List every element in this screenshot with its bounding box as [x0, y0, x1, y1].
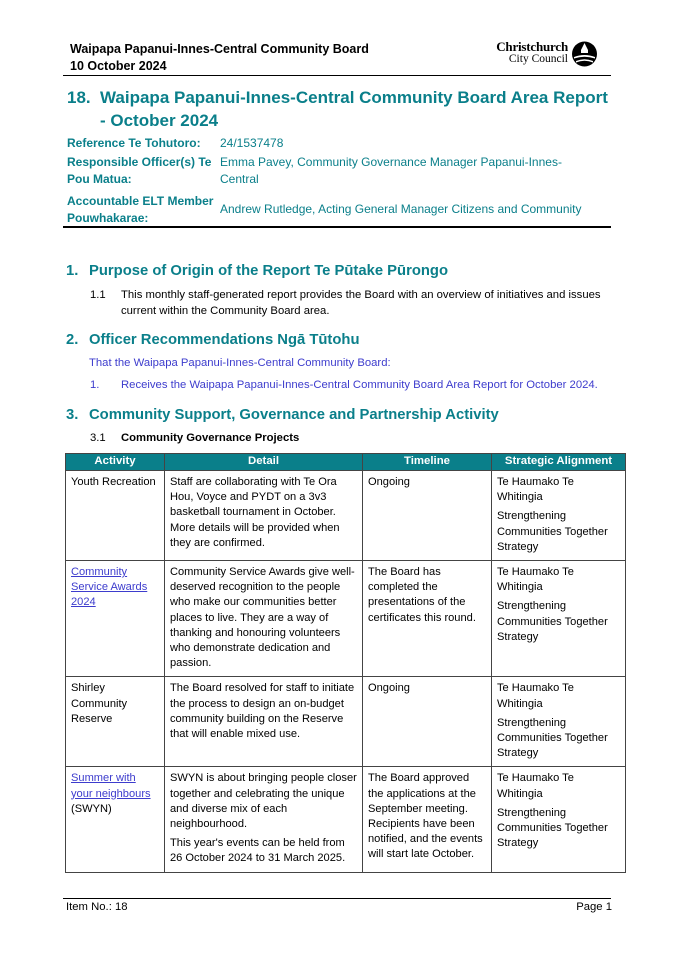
- footer-page-number: Page 1: [576, 901, 612, 913]
- cathedral-icon: [571, 41, 598, 67]
- section-1-number: 1.: [66, 263, 79, 279]
- summer-with-your-neighbours-link[interactable]: Summer with your neighbours: [71, 772, 151, 800]
- section-3-title: Community Support, Governance and Partnership Activity: [89, 407, 499, 423]
- table-header-row: [66, 454, 626, 471]
- reference-value: 24/1537478: [220, 136, 284, 150]
- alignment-line2: Strengthening Communities Together Strategy: [497, 716, 608, 760]
- report-number: 18.: [67, 88, 91, 107]
- alignment-line1: Te Haumako Te Whitingia: [497, 682, 574, 710]
- activity-cell: [66, 677, 165, 767]
- detail-text: Staff are collaborating with Te Ora Hou, Voyce and PYDT on a 3v3 basketball tournament in October. More details will be provided when they are confirmed.: [170, 476, 340, 549]
- detail-text: Community Service Awards give well-deserved recognition to the people who make our communities better places to live. They are a way of thanking and honouring volunteers who demonstrate dedication and passion.: [170, 566, 355, 670]
- alignment-cell: [492, 471, 626, 561]
- officer-label: Responsible Officer(s) Te Pou Matua:: [67, 155, 212, 186]
- recommendation-number: 1.: [90, 379, 100, 391]
- item-1-1-text: This monthly staff-generated report provides the Board with an overview of initiatives and issues current within the Community Board area.: [121, 289, 601, 317]
- activity-cell: [66, 471, 165, 561]
- reference-label: Reference Te Tohutoro:: [67, 136, 201, 150]
- alignment-line2: Strengthening Communities Together Strategy: [497, 600, 608, 643]
- section-3-heading: [66, 407, 499, 423]
- table-row: [66, 471, 626, 561]
- timeline-cell: [363, 767, 492, 872]
- officer-value: Emma Pavey, Community Governance Manager Papanui-Innes-Central: [220, 155, 562, 186]
- alignment-cell: [492, 767, 626, 872]
- section-2-number: 2.: [66, 332, 79, 348]
- section-3-number: 3.: [66, 407, 79, 423]
- timeline-cell: [363, 677, 492, 767]
- timeline-cell: [363, 471, 492, 561]
- detail-text: SWYN is about bringing people closer together and celebrating the unique and diverse mix of each neighbourhood.: [170, 772, 357, 831]
- recommendation-intro: That the Waipapa Papanui-Innes-Central Community Board:: [89, 357, 391, 369]
- council-logo: [498, 41, 598, 67]
- activity-text: Youth Recreation: [71, 476, 156, 488]
- logo-line1: Christchurch: [496, 39, 568, 54]
- alignment-line1: Te Haumako Te Whitingia: [497, 566, 574, 594]
- subsection-title: Community Governance Projects: [121, 432, 300, 444]
- col-strategic-alignment: Strategic Alignment: [492, 454, 626, 471]
- table-row: [66, 677, 626, 767]
- detail-cell: [165, 561, 363, 677]
- alignment-cell: [492, 677, 626, 767]
- section-1-title: Purpose of Origin of the Report Te Pūtake Pūrongo: [89, 263, 448, 279]
- detail-cell: [165, 677, 363, 767]
- alignment-line1: Te Haumako Te Whitingia: [497, 476, 574, 504]
- timeline-text: The Board approved the applications at the September meeting. Recipients have been notified, and the events will start late October.: [368, 772, 483, 861]
- timeline-text: Ongoing: [368, 476, 410, 488]
- elt-label: Accountable ELT Member Pouwhakarae:: [67, 194, 214, 225]
- timeline-cell: [363, 561, 492, 677]
- community-service-awards-link[interactable]: Community Service Awards 2024: [71, 566, 148, 609]
- activity-text: Shirley Community Reserve: [71, 682, 128, 725]
- activity-cell: [66, 767, 165, 872]
- report-title: [67, 86, 612, 132]
- table-row: [66, 561, 626, 677]
- meta-rule: [63, 226, 611, 228]
- alignment-line2: Strengthening Communities Together Strategy: [497, 510, 608, 553]
- document-header: [70, 41, 369, 75]
- governance-projects-table: [65, 453, 626, 873]
- logo-line2: City Council: [508, 53, 568, 65]
- footer-rule: [63, 898, 611, 899]
- header-rule: [63, 75, 611, 76]
- activity-cell: [66, 561, 165, 677]
- footer-item-number: Item No.: 18: [66, 901, 128, 913]
- section-2-heading: [66, 332, 359, 348]
- timeline-text: Ongoing: [368, 682, 410, 695]
- alignment-line2: Strengthening Communities Together Strategy: [497, 806, 608, 850]
- table-row: [66, 767, 626, 872]
- report-title-text: Waipapa Papanui-Innes-Central Community Board Area Report - October 2024: [100, 88, 608, 130]
- col-activity: Activity: [66, 454, 165, 471]
- col-detail: Detail: [165, 454, 363, 471]
- board-name: Waipapa Papanui-Innes-Central Community Board: [70, 42, 369, 56]
- detail-text-2: This year's events can be held from 26 October 2024 to 31 March 2025.: [170, 837, 346, 865]
- activity-suffix: (SWYN): [71, 802, 112, 815]
- alignment-line1: Te Haumako Te Whitingia: [497, 772, 574, 800]
- detail-text: The Board resolved for staff to initiate the process to design an on-budget community building on the Reserve that will enable mixed use.: [170, 682, 355, 741]
- subsection-number: 3.1: [90, 432, 106, 444]
- meeting-date: 10 October 2024: [70, 59, 167, 73]
- detail-cell: [165, 471, 363, 561]
- section-1-heading: [66, 263, 448, 279]
- item-1-1-number: 1.1: [90, 289, 106, 301]
- section-2-title: Officer Recommendations Ngā Tūtohu: [89, 332, 360, 348]
- timeline-text: The Board has completed the presentations of the certificates this round.: [368, 566, 476, 624]
- detail-cell: [165, 767, 363, 872]
- col-timeline: Timeline: [363, 454, 492, 471]
- alignment-cell: [492, 561, 626, 677]
- recommendation-text: Receives the Waipapa Papanui-Innes-Central Community Board Area Report for October 2024.: [121, 379, 598, 391]
- elt-value: Andrew Rutledge, Acting General Manager Citizens and Community: [220, 202, 582, 216]
